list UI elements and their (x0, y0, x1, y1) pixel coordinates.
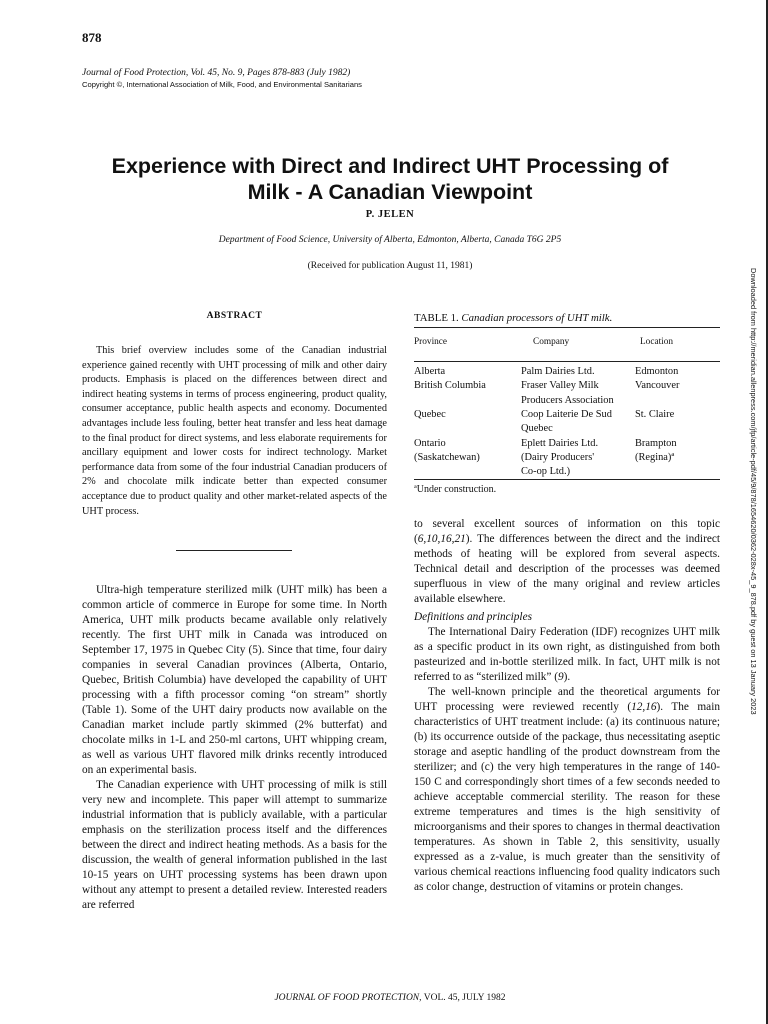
table-cell-company: Co-op Ltd.) (521, 466, 571, 478)
journal-reference: Journal of Food Protection, Vol. 45, No. 9, Pages 878-883 (July 1982) (82, 68, 351, 78)
table-cell-province: Ontario (414, 437, 446, 449)
citation-ref: 6,10,16,21 (417, 533, 466, 545)
continued-paragraph: to several excellent sources of information on this topic (6,10,16,21). The differences between the direct and the indirect methods of heating will be explored from several aspects. Technical detail and description of the processes was deemed superfluous in view of the many original and review articles available elsewhere. (414, 518, 720, 605)
table-cell-location: Vancouver (635, 380, 680, 392)
table-header-rule (414, 361, 720, 362)
affiliation: Department of Food Science, University of Alberta, Edmonton, Alberta, Canada T6G 2P5 (218, 235, 562, 245)
table-cell-province: Alberta (414, 366, 446, 377)
copyright-line: Copyright ©, International Association of Milk, Food, and Environmental Sanitarians (82, 80, 362, 89)
body-left-column (82, 583, 387, 913)
table-cell-location: Brampton (635, 437, 677, 449)
footer-issue: VOL. 45, JULY 1982 (423, 993, 506, 1003)
table-cell-location: (Regina)ª (635, 451, 675, 463)
body-right-column (414, 517, 720, 895)
abstract-text: This brief overview includes some of the Canadian industrial experience gained recently with UHT processing of milk and other dairy products. Emphasis is placed on the differences between direct and indirect heating systems in terms of process engineering, product quality, consumer acceptance, public health aspects and economy. Documented advantages include less fouling, better heat transfer and less heat damage to the final product for direct systems, and less elaborate requirements for ancillary equipment and lower costs for indirect technology. Market performance data from some of the four industrial Canadian producers of 2% and chocolate milk indicate better than expected consumer acceptance due to product quality and other market-related aspects of the UHT process. (82, 345, 387, 517)
download-watermark: Downloaded from http://meridian.allenpress.com/jfp/article-pdf/45/9/878/1654620/0362-028x-45_9_878.pdf by guest on 13 January 2023 (749, 268, 758, 715)
article-title (60, 153, 720, 205)
abstract-heading: ABSTRACT (206, 311, 263, 321)
table-cell-company: Fraser Valley Milk (521, 380, 599, 392)
table-cell-company: Quebec (521, 423, 553, 435)
table-cell-province: British Columbia (414, 380, 486, 392)
footer-journal: JOURNAL OF FOOD PROTECTION, (274, 993, 422, 1003)
table-title: Canadian processors of UHT milk. (461, 312, 613, 324)
table-label: TABLE 1. (414, 312, 459, 324)
title-line-1: Experience with Direct and Indirect UHT Processing of (111, 154, 669, 178)
principles-paragraph: The well-known principle and the theoretical arguments for UHT processing were reviewed recently (12,16). The main characteristics of UHT treatment include: (a) its continuous nature; (b) its occurrence outside of the package, thus necessitating aseptic storage and aseptic handling of the product downstream from the sterilizer; and (c) the very high temperatures in the range of 140-150 C and correspondingly short times of a few seconds needed to achieve acceptable commercial sterility. The reason for these extreme temperatures and times is the high sensitivity of microorganisms and their spores to changes in thermal deactivation temperatures. As shown in Table 2, this sensitivity, usually expressed as a z-value, is much greater than the sensitivity of various chemical reactions influencing food quality indicators such as color change, destruction of vitamins or protein changes. (414, 686, 720, 893)
citation-ref: 9 (557, 671, 564, 683)
definitions-paragraph: The International Dairy Federation (IDF) recognizes UHT milk as a specific product in its own right, as distinguished from both pasteurized and in-bottle sterilized milk. In fact, UHT milk is not referred to as “sterilized milk” (9). (414, 626, 720, 683)
table-cell-company: Coop Laiterie De Sud (521, 408, 612, 420)
table-cell-province: Quebec (414, 408, 446, 420)
page-footer (60, 993, 720, 1003)
table-cell-company: Producers Association (521, 394, 614, 406)
table-cell-location: St. Claire (635, 408, 675, 420)
table-header-company: Company (533, 337, 570, 347)
abstract-body (82, 344, 387, 519)
table-caption (414, 312, 612, 324)
section-divider (176, 550, 292, 551)
table-cell-company: Eplett Dairies Ltd. (521, 437, 599, 449)
section-subheading: Definitions and principles (414, 611, 532, 623)
title-line-2: Milk - A Canadian Viewpoint (247, 180, 533, 204)
table-top-rule (414, 327, 720, 328)
intro-paragraph-2: The Canadian experience with UHT processing of milk is still very new and incomplete. This paper will attempt to summarize industrial information that is publicly available, with a particular emphasis on the sterilization process itself and the differences between the direct and indirect heating methods. As a basis for the discussion, the wealth of general information published in the last 10-15 years on UHT processing systems has been drawn upon without any attempt to present a detailed review. Interested readers are referred (82, 779, 387, 911)
author: P. JELEN (365, 209, 415, 220)
intro-paragraph-1: Ultra-high temperature sterilized milk (UHT milk) has been a common article of commerce in Europe for some time. In North America, UHT milk products became available only relatively recently. The first UHT milk in Canada was introduced on September 17, 1975 in Quebec City (5). Since that time, four dairy companies in several Canadian provinces (Alberta, Ontario, Quebec, British Columbia) have developed the capability of UHT processing with a fifth processor coming “on stream” shortly (Table 1). Some of the UHT dairy products now available on the Canadian market include partly skimmed (2% butterfat) and chocolate milks in 1-L and 250-ml cartons, UHT whipping cream, as well as various UHT flavored milk drinks recently introduced on an experimental basis. (82, 584, 387, 776)
table-header-province: Province (414, 337, 448, 347)
table-footnote: ªUnder construction. (414, 484, 497, 495)
table-cell-province: (Saskatchewan) (414, 451, 480, 463)
table-bottom-rule (414, 479, 720, 480)
citation-ref: 12,16 (631, 701, 657, 713)
table-header-location: Location (640, 337, 674, 347)
table-cell-location: Edmonton (635, 366, 679, 377)
page-number: 878 (82, 30, 102, 45)
table-cell-company: (Dairy Producers' (521, 451, 595, 463)
received-date: (Received for publication August 11, 1981) (307, 261, 473, 271)
table-cell-company: Palm Dairies Ltd. (521, 366, 595, 377)
